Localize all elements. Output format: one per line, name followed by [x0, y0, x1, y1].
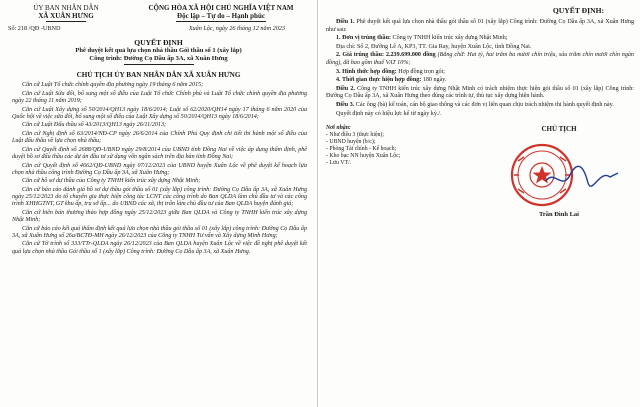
item-1-text: Công ty TNHH kiến trúc xây dựng Nhật Minh;: [391, 35, 508, 42]
recipients-block: [326, 125, 446, 218]
article-3-text: Các ông (bà) kế toán, cán bộ giao thông và các đơn vị liên quan chịu trách nhiệm thi hành quyết định này.: [354, 101, 614, 108]
recipient-item: - Phòng Tài chính - Kế hoạch;: [326, 146, 397, 153]
basis-paragraph: Căn cứ Tờ trình số 333/TTr-QLDA ngày 26/12/2023 của Ban QLDA huyện Xuân Lộc về việc đề nghị phê duyệt kết quả lựa chọn nhà thầu Gói thầu số 1 (xây lắp) Công trình: Đường Cọ Dầu ấp 3A, xã Xuân Hưng.: [12, 241, 307, 255]
recipient-item: - Như điều 3 (thực hiện);: [326, 132, 384, 139]
decision-heading: QUYẾT ĐỊNH:: [552, 6, 604, 15]
item-1-label: 1. Đơn vị trúng thầu:: [336, 35, 392, 42]
recipient-item: - Kho bạc NN huyện Xuân Lộc;: [326, 153, 401, 160]
document-page-left: [0, 0, 318, 407]
article-1: [326, 19, 634, 34]
item-2: [326, 52, 634, 67]
official-seal-icon: [484, 139, 634, 209]
nation-line-2: Độc lập – Tự do – Hạnh phúc: [177, 12, 265, 20]
basis-paragraph: Căn cứ Quyết định số 2688/QĐ-UBND ngày 29/8/2014 của UBND tỉnh Đồng Nai về việc áp dụng thẩm định, phê duyệt hồ sơ đấu thầu các dự án đầu tư sử dụng vốn ngân sách trên địa bàn tỉnh Đồng Nai;: [12, 146, 307, 161]
decision-title: QUYẾT ĐỊNH: [134, 38, 183, 48]
basis-paragraph: Căn cứ báo cáo đánh giá hồ sơ dự thầu gói thầu số 01 (xây lắp) công trình: Đường Cọ Dầu ấp 3A, xã Xuân Hưng ngày 25/12/2023 do tổ chuyên gia thực hiện công tác LCNT các công trình do Ban QLDA làm chủ đầu tư và các công trình XHHGTNT, GT khu ấp, trụ sở ấp... do UBND các xã, thị trấn làm chủ đầu tư của Ban QLDA huyện đánh giá;: [12, 186, 307, 208]
document-header: [0, 0, 317, 22]
article-3: [326, 102, 634, 110]
place-date: Xuân Lộc, ngày 26 tháng 12 năm 2023: [188, 25, 285, 32]
item-4: [326, 77, 634, 85]
article-1-label: Điều 1.: [336, 19, 355, 25]
item-3: [326, 69, 634, 77]
nation-underline: [176, 21, 266, 22]
article-2: [326, 86, 634, 101]
item-2-label: 2. Giá trúng thầu: 2.239.699.000 đồng: [336, 52, 436, 59]
legal-bases: [0, 79, 317, 256]
recipients-title: Nơi nhận:: [326, 125, 351, 132]
doc-number: Số: 218 /QĐ -UBND: [8, 25, 61, 32]
effective-clause: Quyết định này có hiệu lực kể từ ngày ký./.: [336, 110, 442, 117]
document-page-right: [320, 0, 640, 407]
issuing-authority: [6, 4, 126, 22]
handwritten-signature: [546, 166, 618, 186]
basis-paragraph: Căn cứ Nghị định số 63/2014/NĐ-CP ngày 26/6/2014 của Chính Phủ Quy định chi tiết thi hành một số điều của Luật đấu thầu về lựa chọn nhà thầu;: [12, 130, 307, 145]
recipient-item: - UBND huyện (b/c);: [326, 139, 376, 146]
item-4-text: 180 ngày.: [421, 77, 447, 84]
org-underline: [46, 21, 86, 22]
basis-paragraph: Căn cứ Quyết định số 4662/QĐ-UBND ngày 07/12/2023 của UBND huyện Xuân Lộc về phê duyệt kế hoạch lựa chọn nhà thầu công trình Đường Cọ Dầu ấp 3A, xã Xuân Hưng;: [12, 162, 307, 176]
decision-subtitle-1: Phê duyệt kết quả lựa chọn nhà thầu Gói thầu số 1 (xây lắp): [75, 47, 242, 55]
red-seal-stamp: [512, 145, 572, 205]
item-1-address: Địa chỉ: Số 2, Đường Lê A, KP3, TT. Gia Ray, huyện Xuân Lộc, tỉnh Đồng Nai.: [336, 43, 532, 50]
org-line-1: ỦY BAN NHÂN DÂN: [33, 4, 99, 12]
recipient-item: - Lưu VT/.: [326, 160, 352, 167]
national-heading: [131, 4, 311, 22]
basis-paragraph: Căn cứ hồ sơ dự thầu của Công ty TNHH kiến trúc xây dựng Nhật Minh;: [22, 178, 201, 185]
decision-subtitle-2: Công trình: Đường Cọ Dầu ấp 3A, xã Xuân Hưng: [89, 55, 228, 63]
signer-name: Trần Đình Lai: [539, 211, 579, 219]
chairman-heading: CHỦ TỊCH ỦY BAN NHÂN DÂN XÃ XUÂN HƯNG: [76, 71, 241, 80]
basis-paragraph: Căn cứ Luật Xây dựng số 50/2014/QH13 ngày 18/6/2014; Luật số 62/2020/QH14 ngày 17 tháng 6 năm 2020 của Quốc hội về việc sửa đổi, bổ sung một số điều của Luật Xây dựng số 50/2014/QH13 ngày 18/6/2014;: [12, 106, 307, 120]
article-2-label: Điều 2.: [336, 85, 355, 92]
basis-paragraph: Căn cứ Luật Đấu thầu số 43/2013/QH13 ngày 26/11/2013;: [22, 122, 167, 129]
basis-paragraph: Căn cứ biên bản thương thảo hợp đồng ngày 25/12/2023 giữa Ban QLDA và Công ty TNHH kiến trúc xây dựng Nhật Minh;: [12, 209, 307, 224]
item-4-label: 4. Thời gian thực hiện hợp đồng:: [336, 77, 422, 84]
item-2-text: (Bằng chữ: Hai tỷ, hai trăm ba mươi chín triệu, sáu trăm chín mươi chín ngàn đồng), đã bao gồm thuế VAT 10%;: [326, 52, 634, 66]
decision-articles: [320, 15, 640, 118]
number-date-row: [0, 22, 317, 32]
basis-paragraph: Căn cứ báo cáo kết quả thẩm định kết quả lựa chọn nhà thầu gói thầu số 01 (xây lắp) công trình: Đường Cọ Dầu ấp 3A, xã Xuân Hưng số 26a/BCTĐ-MH ngày 26/12/2023 của Công ty TNHH Tư vấn và Xây dựng Minh Hưng;: [12, 225, 307, 239]
subtitle-underline: [124, 64, 194, 65]
signature-block: [484, 125, 634, 218]
basis-paragraph: Căn cứ Luật Sửa đổi, bổ sung một số điều của Luật Tổ chức Chính phủ và Luật Tổ chức chính quyền địa phương ngày 22 tháng 11 năm 2019;: [12, 90, 307, 105]
signature-area: [320, 119, 640, 218]
item-3-label: 3. Hình thức hợp đồng:: [336, 68, 397, 75]
org-line-2: XÃ XUÂN HƯNG: [38, 12, 94, 20]
nation-line-1: CỘNG HÒA XÃ HỘI CHỦ NGHĨA VIỆT NAM: [148, 4, 294, 12]
article-3-label: Điều 3.: [336, 101, 355, 108]
item-3-text: Hợp đồng trọn gói;: [396, 68, 445, 75]
item-1: [326, 35, 634, 43]
basis-paragraph: Căn cứ Luật Tổ chức chính quyền địa phương ngày 19 tháng 6 năm 2015;: [22, 82, 204, 89]
article-1-text: Phê duyệt kết quả lựa chọn nhà thầu gói thầu số 01 (xây lắp) Công trình: Đường Cọ Dầu ấp 3A, xã Xuân Hưng như sau:: [326, 19, 635, 33]
sign-title: CHỦ TỊCH: [541, 125, 577, 134]
article-2-text: Công ty TNHH kiến trúc xây dựng Nhật Minh có trách nhiệm thực hiện gói thầu số 01 (xây lắp) Công trình: Đường Cọ Dầu ấp 3A, xã Xuân Hưng theo đúng các trình tự, thủ tục xây dựng hiện hành.: [326, 85, 634, 100]
